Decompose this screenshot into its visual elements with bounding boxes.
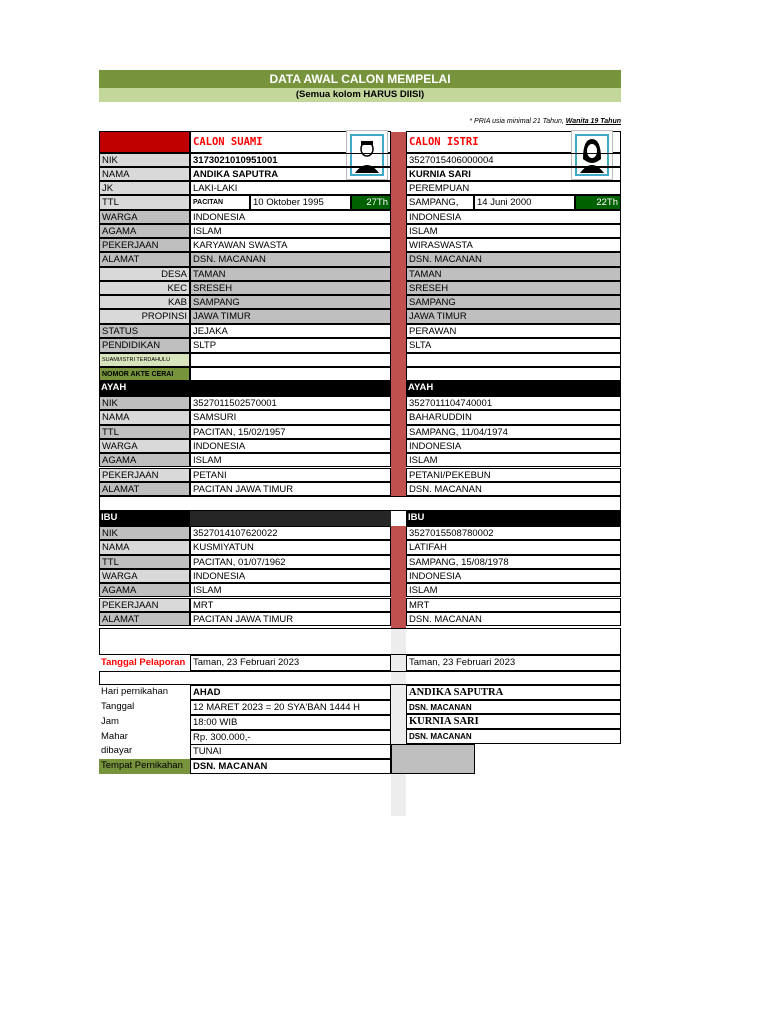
pelaporan-istri[interactable]: Taman, 23 Februari 2023 — [406, 655, 621, 671]
istri-pendidikan[interactable]: SLTA — [406, 338, 621, 353]
label-status: STATUS — [99, 324, 190, 338]
istri-alamat[interactable]: DSN. MACANAN — [406, 252, 621, 267]
spacer-row-2 — [99, 628, 621, 655]
ayah-header-suami: AYAH — [99, 381, 391, 396]
ayah-suami-nama[interactable]: SAMSURI — [190, 410, 391, 424]
istri-kab[interactable]: SAMPANG — [406, 295, 621, 309]
label-nik: NIK — [99, 153, 190, 167]
ibu-istri-alamat[interactable]: DSN. MACANAN — [406, 612, 621, 626]
header-red-block — [99, 131, 190, 153]
ibu-label-warga: WARGA — [99, 569, 190, 583]
ibu-label-alamat: ALAMAT — [99, 612, 190, 626]
ayah-suami-agama[interactable]: ISLAM — [190, 453, 391, 467]
ibu-label-agama: AGAMA — [99, 583, 190, 597]
label-alamat: ALAMAT — [99, 252, 190, 267]
ibu-istri-agama[interactable]: ISLAM — [406, 583, 621, 597]
ibu-suami-nik[interactable]: 3527014107620022 — [190, 526, 391, 540]
label-jk: JK — [99, 181, 190, 195]
label-nomor-akte: NOMOR AKTE CERAI — [99, 367, 190, 381]
ayah-istri-ttl[interactable]: SAMPANG, 11/04/1974 — [406, 425, 621, 439]
dibayar-value[interactable]: TUNAI — [190, 744, 391, 759]
tempat-label: Tempat Pernikahan — [99, 759, 190, 774]
ibu-suami-agama[interactable]: ISLAM — [190, 583, 391, 597]
ayah-label-pekerjaan: PEKERJAAN — [99, 468, 190, 482]
ibu-label-pekerjaan: PEKERJAAN — [99, 598, 190, 612]
ayah-header-istri: AYAH — [406, 381, 621, 396]
suami-agama[interactable]: ISLAM — [190, 224, 391, 238]
header-calon-istri: CALON ISTRI — [406, 131, 621, 153]
mahar-label: Mahar — [101, 731, 128, 742]
label-propinsi: PROPINSI — [99, 309, 190, 324]
hari-label: Hari pernikahan — [101, 686, 169, 697]
istri-terdahulu[interactable] — [406, 353, 621, 367]
istri-status[interactable]: PERAWAN — [406, 324, 621, 338]
label-pendidikan: PENDIDIKAN — [99, 338, 190, 353]
ayah-istri-pekerjaan[interactable]: PETANI/PEKEBUN — [406, 468, 621, 482]
suami-ttl-place[interactable]: PACITAN — [190, 195, 250, 210]
label-kec: KEC — [99, 281, 190, 295]
summary-istri-nama: KURNIA SARI — [406, 714, 621, 729]
ayah-suami-nik[interactable]: 3527011502570001 — [190, 396, 391, 410]
istri-nik[interactable]: 3527015406000004 — [406, 153, 621, 167]
ayah-label-nama: NAMA — [99, 410, 190, 424]
suami-propinsi[interactable]: JAWA TIMUR — [190, 309, 391, 324]
ibu-istri-ttl[interactable]: SAMPANG, 15/08/1978 — [406, 555, 621, 569]
ayah-label-warga: WARGA — [99, 439, 190, 453]
suami-akte[interactable] — [190, 367, 391, 381]
ibu-header-istri: IBU — [406, 511, 621, 526]
tanggal-value[interactable]: 12 MARET 2023 = 20 SYA'BAN 1444 H — [190, 700, 391, 715]
label-pekerjaan: PEKERJAAN — [99, 238, 190, 252]
dibayar-label: dibayar — [101, 745, 133, 756]
suami-nama[interactable]: ANDIKA SAPUTRA — [190, 167, 391, 181]
istri-akte[interactable] — [406, 367, 621, 381]
label-desa: DESA — [99, 267, 190, 281]
page-subtitle: (Semua kolom HARUS DIISI) — [99, 88, 621, 102]
ibu-suami-ttl[interactable]: PACITAN, 01/07/1962 — [190, 555, 391, 569]
suami-desa[interactable]: TAMAN — [190, 267, 391, 281]
suami-alamat[interactable]: DSN. MACANAN — [190, 252, 391, 267]
label-agama: AGAMA — [99, 224, 190, 238]
ayah-label-alamat: ALAMAT — [99, 482, 190, 496]
ayah-istri-warga[interactable]: INDONESIA — [406, 439, 621, 453]
ayah-label-ttl: TTL — [99, 425, 190, 439]
ayah-istri-agama[interactable]: ISLAM — [406, 453, 621, 467]
header-calon-suami: CALON SUAMI — [190, 131, 391, 153]
ayah-suami-alamat[interactable]: PACITAN JAWA TIMUR — [190, 482, 391, 496]
label-suami-istri-terdahulu: SUAMI/ISTRI TERDAHULU — [99, 353, 190, 367]
separator-column-ibu — [391, 526, 406, 628]
jam-value[interactable]: 18:00 WIB — [190, 715, 391, 730]
ibu-suami-alamat[interactable]: PACITAN JAWA TIMUR — [190, 612, 391, 626]
istri-nama[interactable]: KURNIA SARI — [406, 167, 621, 181]
tanggal-label: Tanggal — [101, 701, 135, 712]
age-note-wanita: Wanita 19 Tahun — [565, 118, 621, 125]
summary-gray-box — [391, 744, 475, 774]
ayah-istri-nama[interactable]: BAHARUDDIN — [406, 410, 621, 424]
istri-pekerjaan[interactable]: WIRASWASTA — [406, 238, 621, 252]
tempat-value[interactable]: DSN. MACANAN — [190, 759, 391, 774]
label-kab: KAB — [99, 295, 190, 309]
istri-jk[interactable]: PEREMPUAN — [406, 181, 621, 195]
ibu-suami-nama[interactable]: KUSMIYATUN — [190, 540, 391, 554]
suami-kab[interactable]: SAMPANG — [190, 295, 391, 309]
suami-age-badge: 27Th — [351, 195, 391, 210]
mahar-value[interactable]: Rp. 300.000,- — [190, 730, 391, 745]
suami-pendidikan[interactable]: SLTP — [190, 338, 391, 353]
label-ttl: TTL — [99, 195, 190, 210]
suami-warga[interactable]: INDONESIA — [190, 210, 391, 224]
ibu-istri-pekerjaan[interactable]: MRT — [406, 598, 621, 612]
suami-status[interactable]: JEJAKA — [190, 324, 391, 338]
ibu-suami-warga[interactable]: INDONESIA — [190, 569, 391, 583]
label-warga: WARGA — [99, 210, 190, 224]
ibu-header-fill — [190, 511, 391, 526]
summary-istri-alamat: DSN. MACANAN — [406, 729, 621, 744]
ayah-istri-nik[interactable]: 3527011104740001 — [406, 396, 621, 410]
suami-nik[interactable]: 3173021010951001 — [190, 153, 391, 167]
istri-warga[interactable]: INDONESIA — [406, 210, 621, 224]
ibu-istri-warga[interactable]: INDONESIA — [406, 569, 621, 583]
suami-terdahulu[interactable] — [190, 353, 391, 367]
page-title: DATA AWAL CALON MEMPELAI — [99, 70, 621, 88]
jam-label: Jam — [101, 716, 119, 727]
ibu-label-nik: NIK — [99, 526, 190, 540]
pelaporan-label: Tanggal Pelaporan — [101, 657, 186, 668]
istri-ttl-place[interactable]: SAMPANG, — [406, 195, 474, 210]
spacer-row-3 — [99, 671, 621, 685]
separator-column — [391, 132, 406, 496]
pelaporan-suami[interactable]: Taman, 23 Februari 2023 — [190, 655, 391, 671]
istri-agama[interactable]: ISLAM — [406, 224, 621, 238]
ibu-suami-pekerjaan[interactable]: MRT — [190, 598, 391, 612]
ayah-label-agama: AGAMA — [99, 453, 190, 467]
ibu-label-nama: NAMA — [99, 540, 190, 554]
suami-ttl-date[interactable]: 10 Oktober 1995 — [250, 195, 351, 210]
istri-ttl-date[interactable]: 14 Juni 2000 — [474, 195, 575, 210]
separator-band — [391, 628, 406, 816]
istri-desa[interactable]: TAMAN — [406, 267, 621, 281]
hari-value[interactable]: AHAD — [190, 685, 391, 700]
ayah-label-nik: NIK — [99, 396, 190, 410]
ibu-label-ttl: TTL — [99, 555, 190, 569]
ayah-suami-pekerjaan[interactable]: PETANI — [190, 468, 391, 482]
summary-suami-alamat: DSN. MACANAN — [406, 700, 621, 714]
istri-propinsi[interactable]: JAWA TIMUR — [406, 309, 621, 324]
ayah-suami-warga[interactable]: INDONESIA — [190, 439, 391, 453]
suami-kec[interactable]: SRESEH — [190, 281, 391, 295]
age-note — [469, 118, 621, 125]
ayah-suami-ttl[interactable]: PACITAN, 15/02/1957 — [190, 425, 391, 439]
ibu-istri-nik[interactable]: 3527015508780002 — [406, 526, 621, 540]
ibu-istri-nama[interactable]: LATIFAH — [406, 540, 621, 554]
label-nama: NAMA — [99, 167, 190, 181]
spacer-row — [99, 496, 621, 511]
suami-jk[interactable]: LAKI-LAKI — [190, 181, 391, 195]
age-note-pria: * PRIA usia minimal 21 Tahun, — [469, 118, 564, 125]
summary-suami-nama: ANDIKA SAPUTRA — [406, 685, 621, 700]
ayah-istri-alamat[interactable]: DSN. MACANAN — [406, 482, 621, 496]
istri-kec[interactable]: SRESEH — [406, 281, 621, 295]
suami-pekerjaan[interactable]: KARYAWAN SWASTA — [190, 238, 391, 252]
ibu-header-suami: IBU — [99, 511, 190, 526]
istri-age-badge: 22Th — [575, 195, 621, 210]
